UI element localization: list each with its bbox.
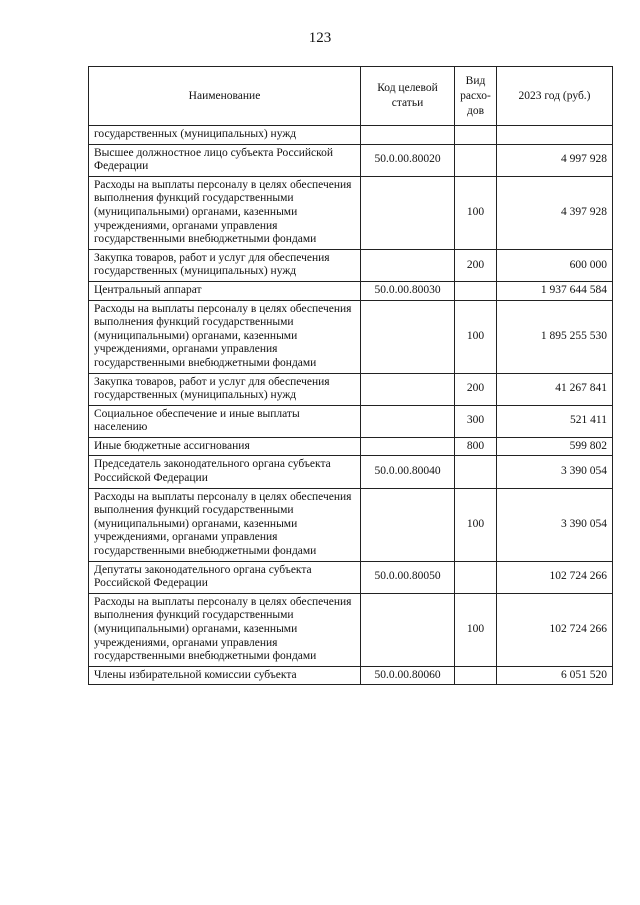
cell-amount: 521 411 bbox=[497, 405, 613, 437]
budget-table bbox=[88, 66, 613, 685]
table-row bbox=[89, 593, 613, 666]
cell-amount: 1 895 255 530 bbox=[497, 300, 613, 373]
cell-name: Закупка товаров, работ и услуг для обеспечения государственных (муниципальных) нужд bbox=[89, 373, 361, 405]
table-row bbox=[89, 405, 613, 437]
cell-code bbox=[361, 176, 455, 249]
page-number: 123 bbox=[308, 30, 332, 46]
table-row bbox=[89, 249, 613, 281]
cell-amount: 3 390 054 bbox=[497, 488, 613, 561]
cell-code bbox=[361, 373, 455, 405]
header-name: Наименование bbox=[89, 67, 361, 126]
cell-code: 50.0.00.80020 bbox=[361, 144, 455, 176]
cell-code bbox=[361, 437, 455, 456]
cell-name: Члены избирательной комиссии субъекта bbox=[89, 666, 361, 685]
cell-type: 100 bbox=[455, 300, 497, 373]
table-row bbox=[89, 561, 613, 593]
cell-type: 100 bbox=[455, 593, 497, 666]
cell-amount: 102 724 266 bbox=[497, 561, 613, 593]
cell-type bbox=[455, 666, 497, 685]
cell-amount: 599 802 bbox=[497, 437, 613, 456]
table-body bbox=[89, 126, 613, 685]
table-row bbox=[89, 666, 613, 685]
header-amount: 2023 год (руб.) bbox=[497, 67, 613, 126]
cell-name: Высшее должностное лицо субъекта Российской Федерации bbox=[89, 144, 361, 176]
cell-code bbox=[361, 300, 455, 373]
cell-type: 800 bbox=[455, 437, 497, 456]
cell-code bbox=[361, 488, 455, 561]
cell-code: 50.0.00.80040 bbox=[361, 456, 455, 488]
cell-type bbox=[455, 281, 497, 300]
cell-name: Расходы на выплаты персоналу в целях обеспечения выполнения функций государственными (муниципальными) органами, казенными учреждениями, органами управления государственными внебюджетными фондами bbox=[89, 176, 361, 249]
table-row bbox=[89, 300, 613, 373]
table-row bbox=[89, 488, 613, 561]
table-row bbox=[89, 456, 613, 488]
cell-type: 100 bbox=[455, 176, 497, 249]
cell-amount bbox=[497, 126, 613, 145]
header-code: Код целевой статьи bbox=[361, 67, 455, 126]
cell-amount: 600 000 bbox=[497, 249, 613, 281]
table-row bbox=[89, 126, 613, 145]
cell-type: 300 bbox=[455, 405, 497, 437]
cell-name: Председатель законодательного органа субъекта Российской Федерации bbox=[89, 456, 361, 488]
cell-type bbox=[455, 144, 497, 176]
cell-code: 50.0.00.80030 bbox=[361, 281, 455, 300]
cell-type bbox=[455, 456, 497, 488]
cell-code: 50.0.00.80050 bbox=[361, 561, 455, 593]
table-row bbox=[89, 437, 613, 456]
table-header-row bbox=[89, 67, 613, 126]
cell-type: 200 bbox=[455, 373, 497, 405]
cell-name: Социальное обеспечение и иные выплаты населению bbox=[89, 405, 361, 437]
cell-type bbox=[455, 561, 497, 593]
cell-code bbox=[361, 405, 455, 437]
cell-name: Закупка товаров, работ и услуг для обеспечения государственных (муниципальных) нужд bbox=[89, 249, 361, 281]
cell-name: Центральный аппарат bbox=[89, 281, 361, 300]
cell-amount: 1 937 644 584 bbox=[497, 281, 613, 300]
cell-code bbox=[361, 126, 455, 145]
cell-type: 200 bbox=[455, 249, 497, 281]
cell-amount: 4 997 928 bbox=[497, 144, 613, 176]
cell-amount: 102 724 266 bbox=[497, 593, 613, 666]
cell-type bbox=[455, 126, 497, 145]
cell-type: 100 bbox=[455, 488, 497, 561]
cell-code: 50.0.00.80060 bbox=[361, 666, 455, 685]
cell-amount: 41 267 841 bbox=[497, 373, 613, 405]
cell-name: Расходы на выплаты персоналу в целях обеспечения выполнения функций государственными (муниципальными) органами, казенными учреждениями, органами управления государственными внебюджетными фондами bbox=[89, 593, 361, 666]
cell-name: Депутаты законодательного органа субъекта Российской Федерации bbox=[89, 561, 361, 593]
cell-name: Расходы на выплаты персоналу в целях обеспечения выполнения функций государственными (муниципальными) органами, казенными учреждениями, органами управления государственными внебюджетными фондами bbox=[89, 300, 361, 373]
table-row bbox=[89, 373, 613, 405]
cell-amount: 4 397 928 bbox=[497, 176, 613, 249]
cell-amount: 6 051 520 bbox=[497, 666, 613, 685]
cell-amount: 3 390 054 bbox=[497, 456, 613, 488]
table-row bbox=[89, 176, 613, 249]
cell-name: Расходы на выплаты персоналу в целях обеспечения выполнения функций государственными (муниципальными) органами, казенными учреждениями, органами управления государственными внебюджетными фондами bbox=[89, 488, 361, 561]
table-row bbox=[89, 144, 613, 176]
cell-name: государственных (муниципальных) нужд bbox=[89, 126, 361, 145]
header-type: Вид расхо-дов bbox=[455, 67, 497, 126]
cell-code bbox=[361, 593, 455, 666]
cell-name: Иные бюджетные ассигнования bbox=[89, 437, 361, 456]
cell-code bbox=[361, 249, 455, 281]
table-row bbox=[89, 281, 613, 300]
